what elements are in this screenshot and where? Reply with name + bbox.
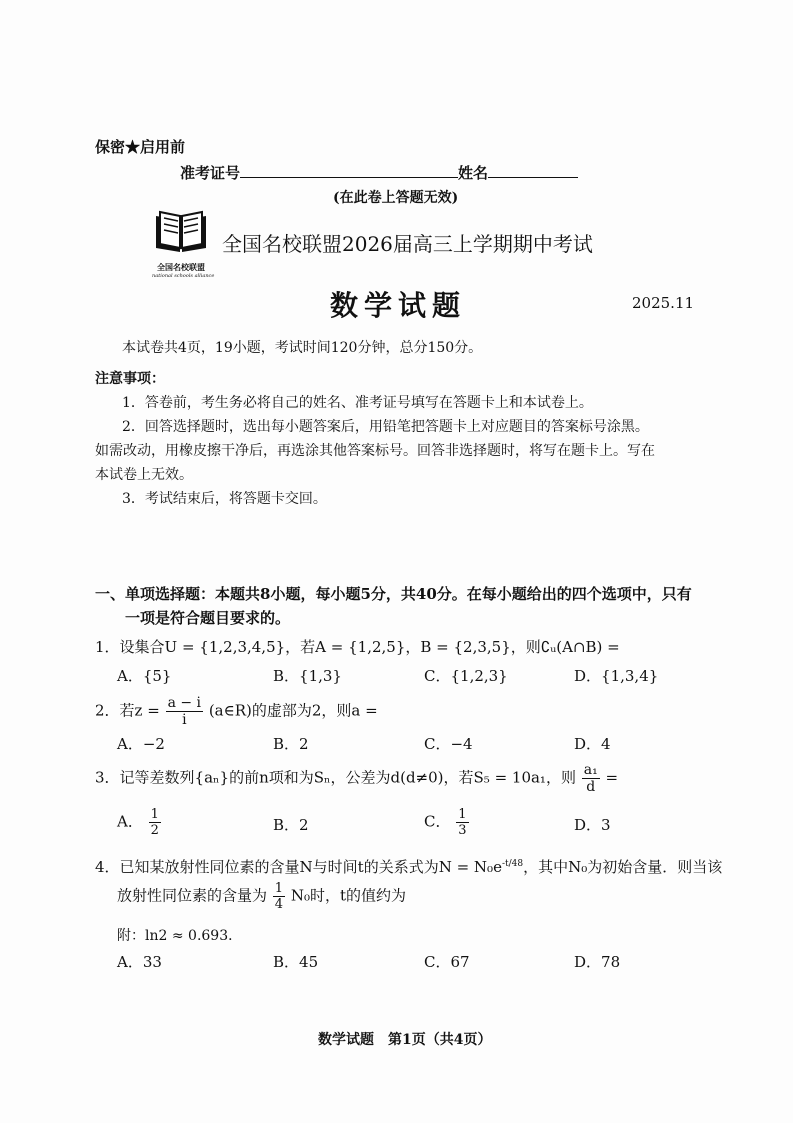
section-heading-line-1: 一、单项选择题：本题共8小题，每小题5分，共40分。在每小题给出的四个选项中，只有 <box>95 585 692 603</box>
question-3-option-a-numerator: 1 <box>150 807 159 822</box>
question-2-fraction-numerator: a − i <box>167 695 202 711</box>
question-2-text <box>95 696 378 727</box>
question-3-option-a-denominator: 2 <box>150 823 159 838</box>
question-4-fraction-numerator: 1 <box>274 881 284 896</box>
question-2-option-d: D．4 <box>574 735 611 753</box>
notes-item-2-line-3: 本试卷上无效。 <box>95 467 193 483</box>
question-4-line-2 <box>117 882 406 911</box>
question-4-option-b: B．45 <box>273 953 319 971</box>
question-4-option-d: D．78 <box>574 953 621 971</box>
question-4-fraction <box>273 882 285 911</box>
question-1-option-d: D．{1,3,4} <box>574 667 659 685</box>
question-4-note: 附：ln2 ≈ 0.693． <box>117 928 243 944</box>
alliance-logo <box>152 208 215 279</box>
question-4-line-1-text: 4．已知某放射性同位素的含量N与时间t的关系式为N = N₀e <box>95 858 502 876</box>
question-3-option-a-fraction <box>149 808 161 837</box>
question-3-option-a-label: A． <box>117 812 143 831</box>
question-2-suffix: (a∈R)的虚部为2，则a = <box>208 701 378 720</box>
exam-id-blank <box>240 163 458 178</box>
page-footer: 数学试题 第1页（共4页） <box>318 1032 492 1048</box>
confidential-label: 保密★启用前 <box>95 138 186 156</box>
question-3-option-d: D．3 <box>574 816 611 834</box>
question-2-option-c: C．−4 <box>424 735 473 753</box>
question-3-option-c-label: C． <box>424 812 451 831</box>
exam-id-row <box>180 162 578 183</box>
name-blank <box>488 163 578 178</box>
question-4-line-1-tail: ，其中N₀为初始含量．则当该 <box>523 858 723 876</box>
question-4-option-c: C．67 <box>424 953 470 971</box>
question-2-prefix: 2．若z = <box>95 701 160 720</box>
notes-item-1: 1．答卷前，考生务必将自己的姓名、准考证号填写在答题卡上和本试卷上。 <box>122 395 593 411</box>
question-4-line-2-prefix: 放射性同位素的含量为 <box>117 886 268 905</box>
question-3-stem: 3．记等差数列{aₙ}的前n项和为Sₙ，公差为d(d≠0)，若S₅ = 10a₁，则 <box>95 768 576 787</box>
notes-item-2-line-2: 如需改动，用橡皮擦干净后，再选涂其他答案标号。回答非选择题时，将写在题卡上。写在 <box>95 443 655 459</box>
subject-title: 数学试题 <box>330 289 467 322</box>
question-3-fraction <box>582 763 600 794</box>
question-4-fraction-denominator: 4 <box>274 897 284 912</box>
logo-caption-en: national schools alliance <box>152 273 215 279</box>
question-2-option-b: B．2 <box>273 735 309 753</box>
question-1-text: 1．设集合U = {1,2,3,4,5}，若A = {1,2,5}，B = {2,3,5}，则∁ᵤ(A∩B) = <box>95 638 620 656</box>
section-heading-line-2: 一项是符合题目要求的。 <box>125 609 291 627</box>
question-1-option-b: B．{1,3} <box>273 667 342 685</box>
exam-date: 2025.11 <box>632 294 695 312</box>
question-3-fraction-denominator: d <box>586 779 596 795</box>
question-3-tail: = <box>605 768 619 787</box>
question-4-exponent: -t/48 <box>501 859 524 869</box>
exam-summary: 本试卷共4页，19小题，考试时间120分钟，总分150分。 <box>122 340 483 356</box>
question-3-option-c <box>424 808 470 837</box>
question-3-option-c-denominator: 3 <box>458 823 467 838</box>
question-2-fraction-denominator: i <box>182 712 187 728</box>
question-3-option-c-fraction <box>456 808 468 837</box>
exam-org-title: 全国名校联盟2026届高三上学期期中考试 <box>222 232 593 256</box>
question-3-text <box>95 763 618 794</box>
question-3-option-b: B．2 <box>273 816 309 834</box>
question-3-fraction-numerator: a₁ <box>583 762 598 778</box>
invalid-note: (在此卷上答题无效) <box>333 190 459 206</box>
name-label: 姓名 <box>458 164 489 182</box>
question-2-fraction <box>166 696 203 727</box>
question-3-option-a <box>117 808 162 837</box>
question-4-line-2-suffix: N₀时，t的值约为 <box>290 886 407 905</box>
question-1-option-a: A．{5} <box>117 667 172 685</box>
question-4-option-a: A．33 <box>117 953 162 971</box>
exam-id-label: 准考证号 <box>180 164 241 182</box>
notes-item-3: 3．考试结束后，将答题卡交回。 <box>122 491 327 507</box>
book-icon <box>152 208 210 256</box>
notes-item-2-line-1: 2．回答选择题时，选出每小题答案后，用铅笔把答题卡上对应题目的答案标号涂黑。 <box>122 419 649 435</box>
question-4-line-1 <box>95 856 722 877</box>
logo-caption: 全国名校联盟 <box>157 262 205 272</box>
notes-heading: 注意事项： <box>95 371 165 387</box>
question-3-option-c-numerator: 1 <box>458 807 467 822</box>
question-1-option-c: C．{1,2,3} <box>424 667 508 685</box>
question-2-option-a: A．−2 <box>117 735 165 753</box>
